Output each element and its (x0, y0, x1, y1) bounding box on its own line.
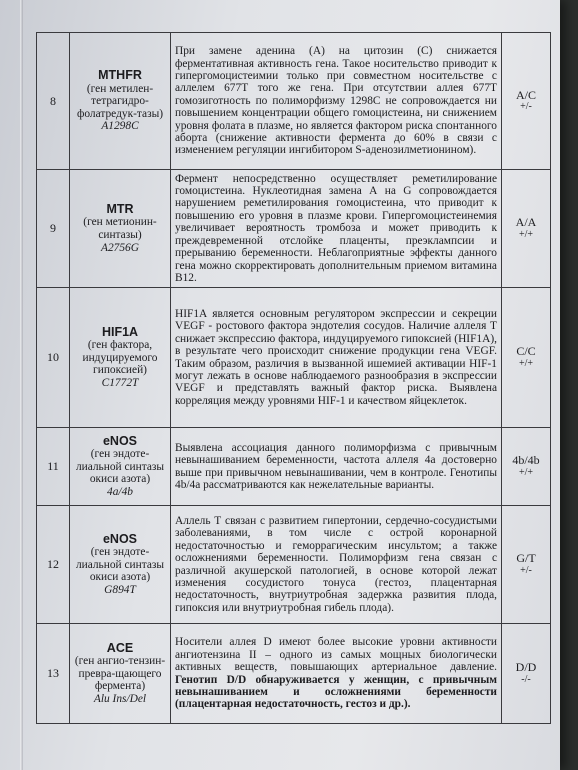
table-row (37, 33, 551, 170)
gene-variant: G894T (104, 583, 136, 596)
genotype-notation: +/- (520, 101, 532, 112)
genotype-value: C/C (516, 344, 536, 359)
genotype-notation: -/- (521, 673, 531, 685)
genetic-polymorphism-table (36, 32, 551, 724)
genotype-cell (502, 33, 551, 170)
gene-variant: A2756G (101, 241, 139, 254)
row-number: 9 (37, 170, 70, 288)
gene-name: HIF1A (101, 324, 139, 339)
description-cell (171, 428, 502, 506)
gene-variant: Alu Ins/Del (93, 692, 147, 705)
gene-cell (70, 170, 171, 288)
genotype-value: A/C (515, 87, 536, 102)
genotype-notation: +/- (520, 564, 532, 576)
gene-variant: A1298C (101, 120, 139, 133)
description-text: Аллель Т связан с развитием гипертонии, сердечно-сосудистыми заболеваниями, в том числе с острой коронарной недостаточностью и геморрагическим инсультом; а также осложнениями беременности. Полиморфизм гена связан с различной акушерской патологией, в основе которой лежат изменения сосудистого тонуса (гестоз, плацентарная недостаточность, внутриутробная задержка развития плода, гипоксия или внутриутробная гибель плода). (175, 514, 497, 614)
row-number: 11 (37, 428, 70, 506)
gene-cell (70, 288, 171, 428)
description-cell (171, 33, 502, 170)
gene-cell (70, 506, 171, 624)
genotype-cell (502, 170, 551, 288)
gene-full-name: (ген ангио-тензин-превра-щающего фермента) (74, 655, 166, 693)
gene-variant: 4a/4b (107, 485, 133, 498)
description-text: Выявлена ассоциация данного полиморфизма с привычным невынашиванием беременности, частота аллеля 4а достоверно выше при привычном невынашивании, чем в контроле. Генотипы 4b/4а рассматриваются как нежелательные варианты. (175, 441, 497, 491)
gene-full-name: (ген метилен-тетрагидро-фолатредук-тазы) (76, 82, 164, 120)
table-row (37, 170, 551, 288)
description-cell (171, 288, 502, 428)
genotype-value: 4b/4b (512, 453, 540, 468)
description-text: Носители аллея D имеют более высокие уровни активности ангиотензина II – одного из самых мощных биологически активных веществ, повышающих артериальное давление. (175, 636, 497, 674)
genotype-cell (502, 624, 551, 724)
description-cell (171, 170, 502, 288)
row-number: 13 (37, 624, 70, 724)
genotype-cell (502, 428, 551, 506)
table-row (37, 428, 551, 506)
gene-name: eNOS (102, 531, 138, 546)
row-number: 8 (37, 33, 70, 170)
gene-full-name: (ген эндоте-лиальной синтазы окиси азота) (75, 546, 165, 584)
description-text: При замене аденина (А) на цитозин (С) снижается ферментативная активность гена. Такое носительство приводит к гипергомоцистеимии только при совместном носительстве с аллелем 677Т того же гена. При отсутствии аллея 677Т гомозиготность по полиморфизму 1298С не сопровождается ни повышением концентрации общего гомоцистеина, ни снижением уровня фолата в плазме, но является фактором риска спонтанного аборта (снижение активности фермента до 60% в связи с изменением регуляции ингибитором S-аденозилметионином). (175, 45, 497, 157)
gene-full-name: (ген метионин-синтазы) (83, 216, 157, 241)
genotype-value: D/D (515, 660, 537, 675)
description-bold-text: Генотип D/D обнаруживается у женщин, с привычным невынашиванием и осложнениями беременности (плацентарная недостаточность, гестоз и др.). (175, 673, 497, 711)
gene-full-name: (ген фактора, индуцируемого гипоксией) (82, 339, 158, 377)
gene-cell (70, 624, 171, 724)
description-text: Фермент непосредственно осуществляет реметилирование гомоцистеина. Нуклеотидная замена А на G сопровождается нарушением реметилирования гомоцистеина, что приводит к повышению его уровня в плазме крови. Гипергомоцистеинемия увеличивает вероятность тромбоза и может приводить к преждевременной отслойке плаценты, преэклампсии и прерыванию беременности. Неблагоприятные эффекты данного гена можно скорректировать дополнительным приемом витамина В12. (175, 172, 497, 284)
table-row (37, 506, 551, 624)
description-cell (171, 624, 502, 724)
gene-cell (70, 428, 171, 506)
gene-name: MTHFR (98, 68, 142, 83)
genotype-cell (502, 506, 551, 624)
row-number: 12 (37, 506, 70, 624)
genotype-notation: +/+ (518, 357, 534, 369)
genotype-notation: +/+ (518, 466, 534, 478)
description-text: HIF1A является основным регулятором экспрессии и секреции VEGF - ростового фактора эндотелия сосудов. Наличие аллеля Т снижает экспрессию фактора, индуцируемого гипоксией (HIF1A), в результате чего происходит снижение продукции гена VEGF. Таким образом, различия в вызванной ишемией активации HIF-1 могут лежать в основе наблюдаемого разнообразия в экспрессии VEGF и представлять важный фактор риска. Выявлена корреляция между уровнями HIF-1 и качеством яйцеклеток. (175, 307, 497, 407)
row-number: 10 (37, 288, 70, 428)
genotype-notation: +/+ (518, 228, 534, 240)
description-cell (171, 506, 502, 624)
page-fold (20, 0, 23, 770)
gene-name: eNOS (102, 433, 138, 448)
table-row (37, 624, 551, 724)
gene-cell (70, 33, 171, 170)
genotype-value: G/T (516, 551, 536, 566)
genotype-cell (502, 288, 551, 428)
gene-variant: C1772T (101, 376, 139, 389)
gene-name: MTR (106, 201, 134, 216)
gene-full-name: (ген эндоте-лиальной синтазы окиси азота) (75, 448, 165, 486)
table-row (37, 288, 551, 428)
gene-name: ACE (106, 640, 134, 655)
genotype-value: A/A (515, 215, 537, 230)
